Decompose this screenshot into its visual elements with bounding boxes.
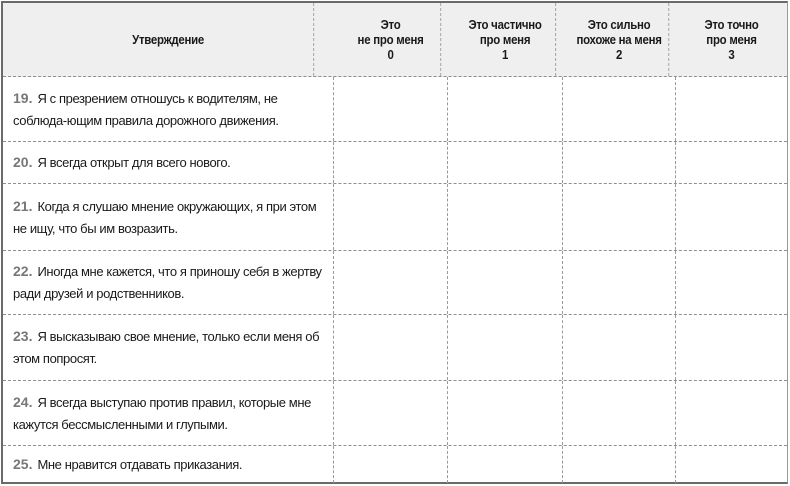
header-option-2	[570, 3, 669, 76]
answer-cell-2[interactable]	[563, 77, 676, 141]
answer-cell-0[interactable]	[334, 381, 448, 445]
statement-cell	[3, 446, 334, 483]
statement-cell	[3, 142, 334, 183]
statement-cell	[3, 315, 334, 380]
answer-cell-1[interactable]	[448, 315, 563, 380]
answer-cell-3[interactable]	[676, 315, 787, 380]
statement-number: 23.	[13, 328, 33, 344]
statement-text: Я всегда выступаю против правил, которые мне кажутся бессмысленными и глупыми.	[13, 394, 311, 432]
header-option-3	[683, 3, 781, 76]
questionnaire-table	[1, 1, 788, 484]
option-label: про меня	[706, 32, 757, 47]
statement-cell	[3, 381, 334, 445]
answer-cell-0[interactable]	[334, 77, 448, 141]
answer-cell-0[interactable]	[334, 251, 448, 314]
statement-number: 21.	[13, 197, 33, 214]
statement-number: 20.	[13, 154, 33, 170]
table-row	[3, 77, 787, 142]
option-label: не про меня	[357, 32, 424, 47]
answer-cell-3[interactable]	[676, 381, 787, 445]
statement-text: Я высказываю свое мнение, только если меня об этом попросят.	[13, 329, 320, 366]
option-value: 0	[387, 47, 394, 62]
answer-cell-3[interactable]	[676, 184, 787, 250]
option-label: про меня	[479, 32, 531, 47]
statement-cell	[3, 251, 334, 314]
answer-cell-2[interactable]	[563, 446, 676, 483]
statement-cell	[3, 77, 334, 141]
answer-cell-2[interactable]	[563, 381, 676, 445]
table-row	[3, 251, 787, 315]
table-row	[3, 381, 787, 446]
statement-text: Когда я слушаю мнение окружающих, я при этом не ищу, что бы им возразить.	[13, 198, 317, 236]
answer-cell-1[interactable]	[448, 142, 563, 183]
answer-cell-1[interactable]	[448, 251, 563, 314]
header-option-0	[341, 3, 441, 76]
table-row	[3, 142, 787, 184]
statement-text: Мне нравится отдавать приказания.	[37, 457, 243, 472]
table-row	[3, 315, 787, 381]
answer-cell-1[interactable]	[448, 381, 563, 445]
answer-cell-3[interactable]	[676, 446, 787, 483]
answer-cell-1[interactable]	[448, 77, 563, 141]
answer-cell-1[interactable]	[448, 446, 563, 483]
option-value: 3	[728, 47, 735, 62]
option-value: 2	[616, 47, 623, 62]
header-option-1	[455, 3, 556, 76]
answer-cell-2[interactable]	[563, 315, 676, 380]
answer-cell-2[interactable]	[563, 142, 676, 183]
answer-cell-2[interactable]	[563, 184, 676, 250]
statement-cell	[3, 184, 334, 250]
option-label: Это	[380, 17, 401, 32]
option-label: Это частично	[468, 17, 542, 32]
option-label: похоже на меня	[576, 32, 662, 47]
table-header	[3, 3, 787, 77]
answer-cell-0[interactable]	[334, 184, 448, 250]
answer-cell-0[interactable]	[334, 315, 448, 380]
table-row	[3, 184, 787, 251]
statement-text: Иногда мне кажется, что я приношу себя в жертву ради друзей и родственников.	[13, 264, 322, 301]
statement-number: 25.	[13, 456, 33, 472]
answer-cell-3[interactable]	[676, 251, 787, 314]
statement-text: Я с презрением отношусь к водителям, не соблюда-ющим правила дорожного движения.	[13, 90, 279, 128]
option-value: 1	[501, 47, 509, 62]
option-label: Это точно	[704, 17, 759, 32]
answer-cell-3[interactable]	[676, 77, 787, 141]
table-row	[3, 446, 787, 483]
option-label: Это сильно	[587, 17, 651, 32]
answer-cell-2[interactable]	[563, 251, 676, 314]
answer-cell-1[interactable]	[448, 184, 563, 250]
header-statement-label: Утверждение	[132, 32, 205, 47]
statement-number: 24.	[13, 393, 33, 410]
statement-text: Я всегда открыт для всего нового.	[37, 155, 231, 170]
answer-cell-0[interactable]	[334, 446, 448, 483]
statement-number: 19.	[13, 89, 33, 106]
answer-cell-3[interactable]	[676, 142, 787, 183]
statement-number: 22.	[13, 263, 33, 279]
answer-cell-0[interactable]	[334, 142, 448, 183]
header-statement	[23, 3, 314, 76]
